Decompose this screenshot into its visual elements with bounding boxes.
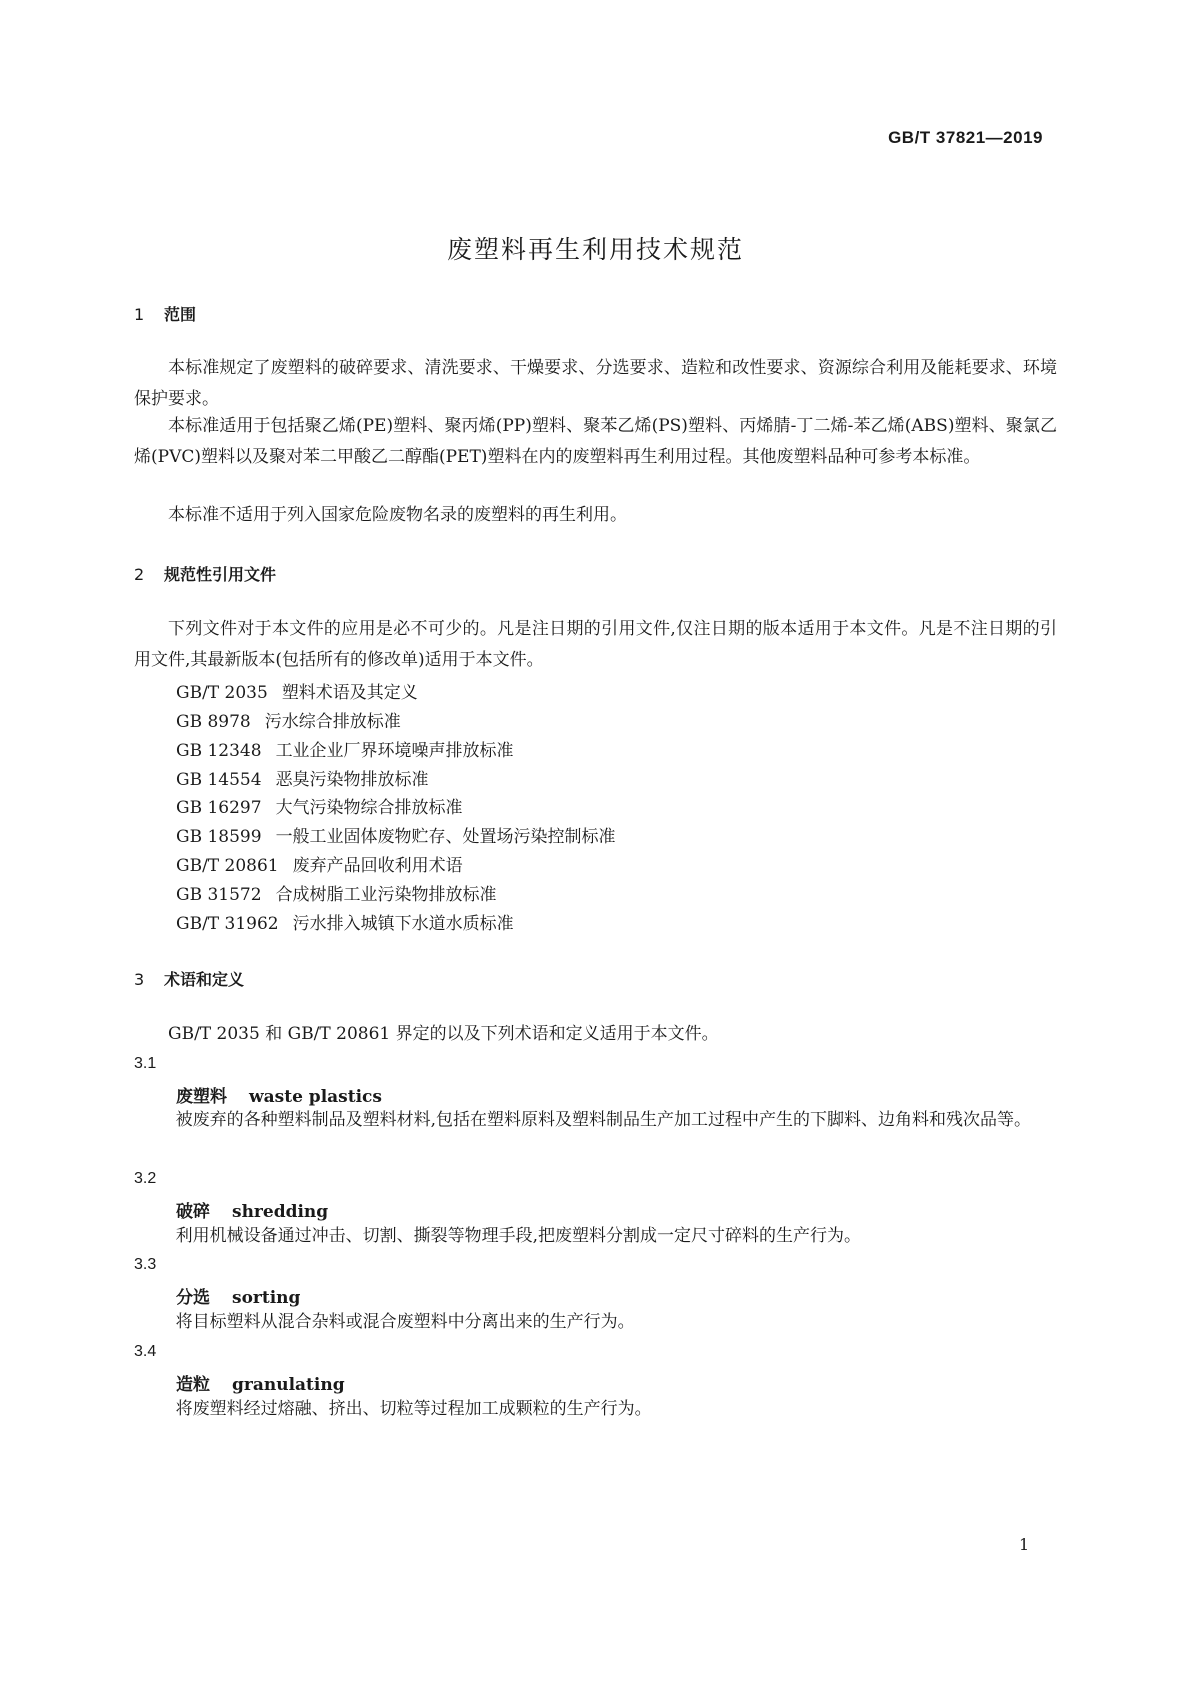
reference-code: GB 16297 [176,798,262,818]
reference-code: GB 8978 [176,712,251,732]
section-number: 1 [134,305,145,324]
reference-name: 大气污染物综合排放标准 [275,798,463,818]
document-title: 废塑料再生利用技术规范 [446,235,744,264]
paragraph: GB/T 2035 和 GB/T 20861 界定的以及下列术语和定义适用于本文件。 [168,1024,719,1044]
reference-item [176,678,418,703]
reference-name: 废弃产品回收利用术语 [292,856,463,876]
term-heading [176,1197,328,1222]
reference-name: 污水排入城镇下水道水质标准 [292,914,514,934]
section-title: 规范性引用文件 [164,565,277,584]
term-zh: 分选 [176,1288,210,1308]
reference-code: GB 18599 [176,827,262,847]
section-number: 2 [134,565,145,584]
paragraph: 下列文件对于本文件的应用是必不可少的。凡是注日期的引用文件,仅注日期的版本适用于本文件。凡是不注日期的引用文件,其最新版本(包括所有的修改单)适用于本文件。 [134,619,1057,670]
reference-name: 污水综合排放标准 [264,712,401,732]
reference-item [176,909,514,934]
term-en: waste plastics [249,1087,382,1107]
term-definition: 利用机械设备通过冲击、切割、撕裂等物理手段,把废塑料分割成一定尺寸碎料的生产行为。 [175,1226,862,1246]
term-heading [176,1082,382,1107]
reference-item [176,707,401,732]
section-2-heading [134,562,276,585]
term-number: 3.1 [134,1055,157,1072]
term-zh: 破碎 [176,1202,210,1222]
reference-code: GB 14554 [176,770,262,790]
term-en: granulating [232,1375,345,1395]
reference-item [176,851,463,876]
reference-code: GB/T 2035 [176,683,268,703]
standard-code: GB/T 37821—2019 [888,128,1043,147]
term-definition: 将废塑料经过熔融、挤出、切粒等过程加工成颗粒的生产行为。 [175,1399,652,1419]
reference-code: GB 12348 [176,741,262,761]
page-number: 1 [1019,1535,1030,1554]
paragraph: 本标准适用于包括聚乙烯(PE)塑料、聚丙烯(PP)塑料、聚苯乙烯(PS)塑料、丙烯腈-丁二烯-苯乙烯(ABS)塑料、聚氯乙烯(PVC)塑料以及聚对苯二甲酸乙二醇酯(PET)塑料在内的废塑料再生利用过程。其他废塑料品种可参考本标准。 [134,416,1057,467]
section-title: 术语和定义 [164,970,245,989]
reference-name: 一般工业固体废物贮存、处置场污染控制标准 [275,827,616,847]
reference-code: GB/T 20861 [176,856,279,876]
reference-name: 工业企业厂界环境噪声排放标准 [275,741,514,761]
reference-name: 恶臭污染物排放标准 [275,770,429,790]
paragraph: 本标准规定了废塑料的破碎要求、清洗要求、干燥要求、分选要求、造粒和改性要求、资源综合利用及能耗要求、环境保护要求。 [134,358,1057,409]
term-heading [176,1370,345,1395]
term-heading [176,1283,300,1308]
reference-item [176,765,429,790]
term-definition: 将目标塑料从混合杂料或混合废塑料中分离出来的生产行为。 [175,1312,635,1332]
reference-name: 合成树脂工业污染物排放标准 [275,885,497,905]
reference-item [176,736,514,761]
term-zh: 废塑料 [176,1087,227,1107]
reference-item [176,880,497,905]
section-title: 范围 [164,305,197,324]
section-1-heading [134,302,196,325]
term-definition: 被废弃的各种塑料制品及塑料材料,包括在塑料原料及塑料制品生产加工过程中产生的下脚料、边角料和残次品等。 [175,1110,1032,1130]
paragraph: 本标准不适用于列入国家危险废物名录的废塑料的再生利用。 [168,505,627,525]
reference-code: GB/T 31962 [176,914,279,934]
reference-code: GB 31572 [176,885,262,905]
reference-name: 塑料术语及其定义 [281,683,418,703]
term-en: shredding [232,1202,329,1222]
reference-item [176,793,463,818]
term-number: 3.4 [134,1343,157,1360]
term-zh: 造粒 [176,1375,210,1395]
term-number: 3.3 [134,1256,157,1273]
section-number: 3 [134,970,145,989]
reference-item [176,822,616,847]
section-3-heading [134,967,244,990]
term-number: 3.2 [134,1170,157,1187]
term-en: sorting [232,1288,301,1308]
